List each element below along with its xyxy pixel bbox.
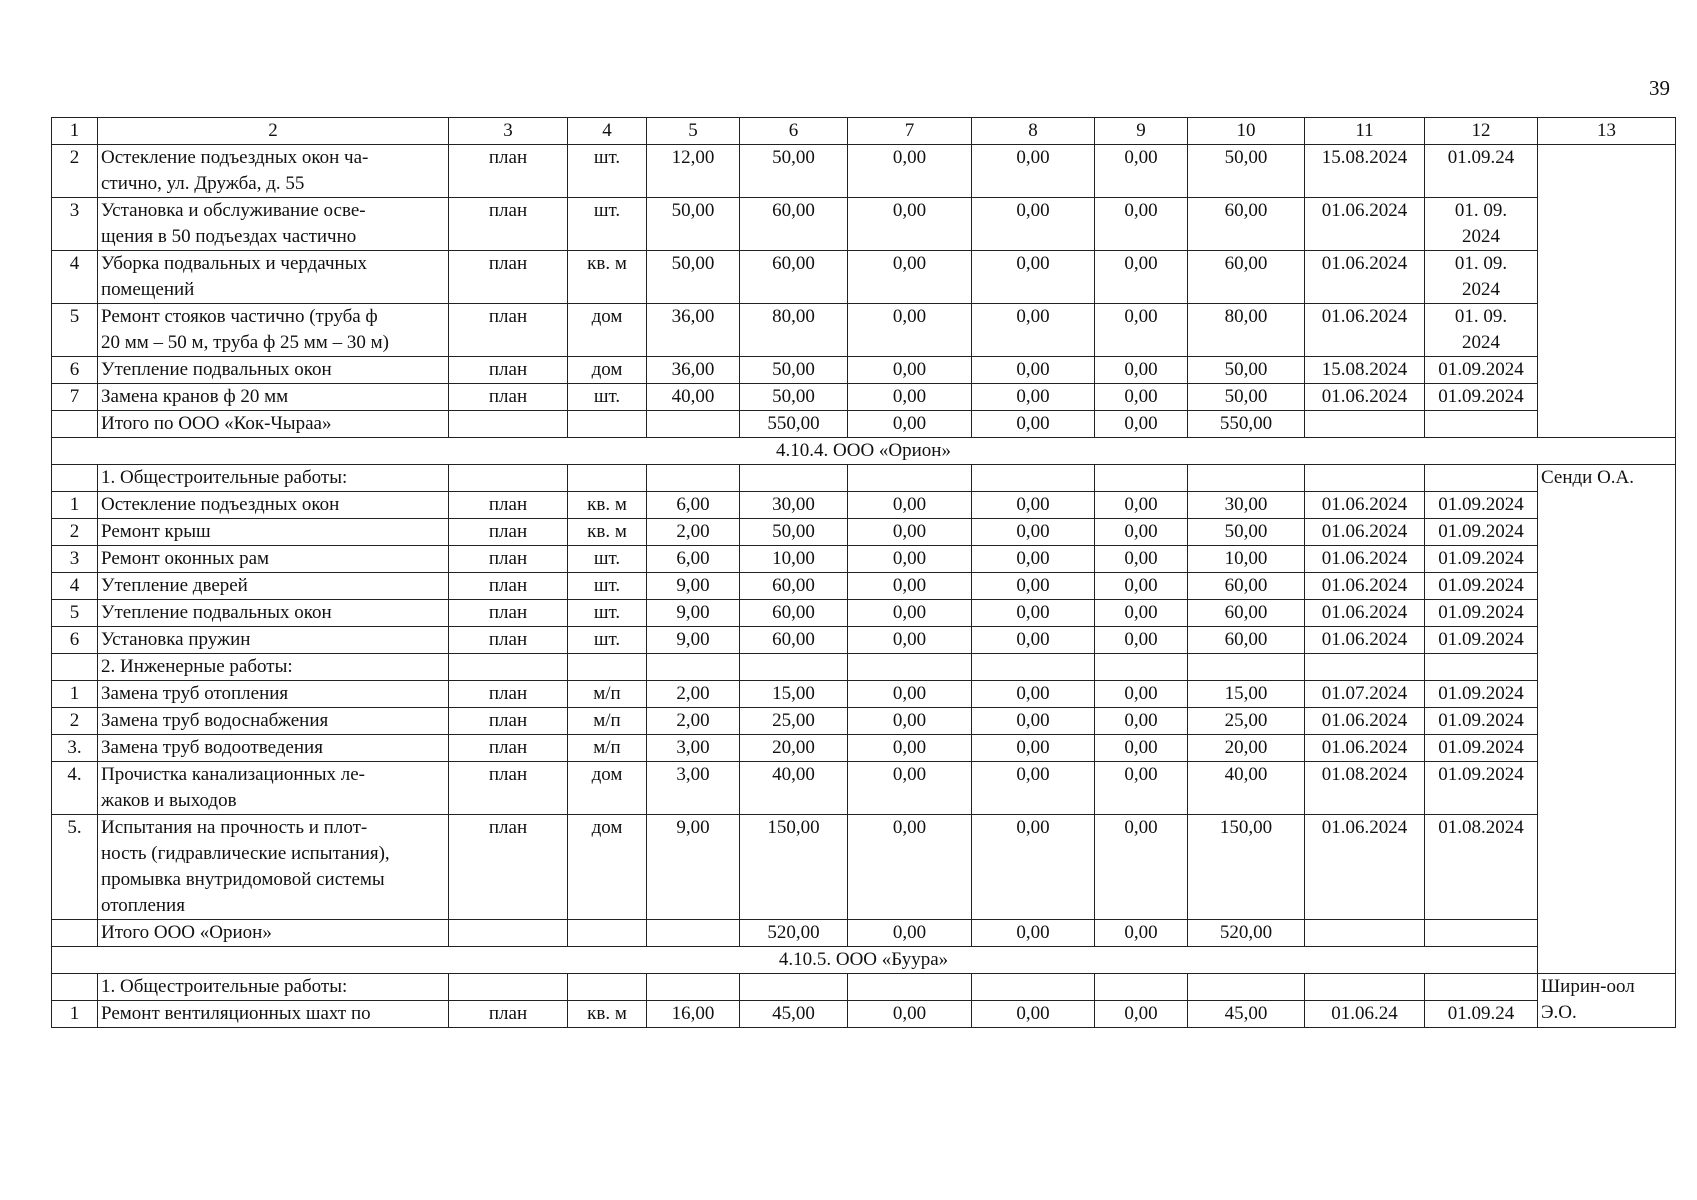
- row-number: 1: [52, 681, 98, 708]
- total-row: [52, 411, 1676, 438]
- cell-type: план: [449, 1001, 568, 1028]
- cell-total: 20,00: [740, 735, 848, 762]
- cell-total: 550,00: [740, 411, 848, 438]
- row-number: 4: [52, 573, 98, 600]
- cell-quantity: 50,00: [647, 251, 740, 304]
- cell-value: 520,00: [1188, 920, 1305, 947]
- cell-value: 0,00: [1095, 920, 1188, 947]
- cell-quantity: 2,00: [647, 519, 740, 546]
- cell-responsible: Ширин-оол Э.О.: [1538, 974, 1676, 1028]
- row-number: 4.: [52, 762, 98, 815]
- work-name: Установка пружин: [98, 627, 449, 654]
- cell-value: 0,00: [972, 492, 1095, 519]
- cell-total: 25,00: [740, 708, 848, 735]
- cell-unit: шт.: [568, 198, 647, 251]
- cell-value: 0,00: [972, 735, 1095, 762]
- row-number: [52, 920, 98, 947]
- cell-value: 0,00: [1095, 735, 1188, 762]
- cell-value: 0,00: [848, 627, 972, 654]
- cell-value: 0,00: [972, 627, 1095, 654]
- section-row: [52, 438, 1676, 465]
- cell-value: 0,00: [972, 145, 1095, 198]
- cell-value: 0,00: [1095, 411, 1188, 438]
- cell-value: 0,00: [972, 815, 1095, 920]
- work-name: Ремонт оконных рам: [98, 546, 449, 573]
- cell-value: 0,00: [972, 600, 1095, 627]
- cell-total: 50,00: [740, 357, 848, 384]
- cell-quantity: [647, 920, 740, 947]
- cell-unit: кв. м: [568, 1001, 647, 1028]
- table-row: [52, 762, 1676, 815]
- cell-value: 0,00: [1095, 145, 1188, 198]
- cell-unit: [568, 920, 647, 947]
- cell-value: 15,00: [1188, 681, 1305, 708]
- cell-value: 0,00: [848, 1001, 972, 1028]
- cell-unit: кв. м: [568, 492, 647, 519]
- cell-end-date: 01.09.2024: [1425, 546, 1538, 573]
- cell-type: [449, 920, 568, 947]
- work-name: Остекление подъездных окон: [98, 492, 449, 519]
- cell-unit: кв. м: [568, 519, 647, 546]
- table-row: [52, 1001, 1676, 1028]
- row-number: 1: [52, 492, 98, 519]
- work-name: Замена труб водоотведения: [98, 735, 449, 762]
- table-row: [52, 815, 1676, 920]
- cell-total: 60,00: [740, 573, 848, 600]
- cell-value: 50,00: [1188, 357, 1305, 384]
- cell-value: 0,00: [972, 198, 1095, 251]
- row-number: 2: [52, 145, 98, 198]
- column-number: 10: [1188, 118, 1305, 145]
- cell-value: 0,00: [1095, 708, 1188, 735]
- cell-end-date: 01.08.2024: [1425, 815, 1538, 920]
- cell-unit: [568, 411, 647, 438]
- cell-end-date: 01. 09. 2024: [1425, 198, 1538, 251]
- table-row: [52, 600, 1676, 627]
- cell-value: 0,00: [848, 735, 972, 762]
- table-row: [52, 708, 1676, 735]
- cell-value: 50,00: [1188, 519, 1305, 546]
- cell-unit: шт.: [568, 145, 647, 198]
- cell-value: 0,00: [848, 411, 972, 438]
- row-number: 2: [52, 708, 98, 735]
- work-name: Ремонт крыш: [98, 519, 449, 546]
- cell-unit: шт.: [568, 627, 647, 654]
- cell-total: 40,00: [740, 762, 848, 815]
- cell-total: 60,00: [740, 627, 848, 654]
- cell-start-date: 01.06.2024: [1305, 519, 1425, 546]
- cell-quantity: 9,00: [647, 815, 740, 920]
- cell-responsible: [1538, 145, 1676, 438]
- cell-type: план: [449, 708, 568, 735]
- cell-value: 0,00: [848, 708, 972, 735]
- cell-value: 0,00: [848, 600, 972, 627]
- cell-value: 0,00: [972, 762, 1095, 815]
- cell-end-date: 01.09.2024: [1425, 600, 1538, 627]
- cell-quantity: 6,00: [647, 492, 740, 519]
- cell-start-date: 01.06.2024: [1305, 492, 1425, 519]
- row-number: [52, 465, 98, 492]
- cell-start-date: 15.08.2024: [1305, 145, 1425, 198]
- cell-value: 60,00: [1188, 573, 1305, 600]
- cell-quantity: 2,00: [647, 708, 740, 735]
- cell-value: 0,00: [848, 920, 972, 947]
- cell-total: 50,00: [740, 519, 848, 546]
- cell-quantity: 12,00: [647, 145, 740, 198]
- work-name: Остекление подъездных окон ча- стично, ул. Дружба, д. 55: [98, 145, 449, 198]
- cell-start-date: 01.06.24: [1305, 1001, 1425, 1028]
- cell-unit: дом: [568, 815, 647, 920]
- cell-responsible: Сенди О.А.: [1538, 465, 1676, 974]
- cell-start-date: 01.06.2024: [1305, 384, 1425, 411]
- cell-end-date: [1425, 920, 1538, 947]
- cell-value: 0,00: [848, 384, 972, 411]
- cell-start-date: 01.06.2024: [1305, 251, 1425, 304]
- cell-end-date: 01.09.2024: [1425, 762, 1538, 815]
- column-number: 2: [98, 118, 449, 145]
- cell-type: план: [449, 492, 568, 519]
- cell-total: 60,00: [740, 198, 848, 251]
- cell-total: 60,00: [740, 251, 848, 304]
- row-number: [52, 411, 98, 438]
- column-number: 3: [449, 118, 568, 145]
- cell-value: 0,00: [848, 145, 972, 198]
- cell-unit: шт.: [568, 573, 647, 600]
- cell-value: 150,00: [1188, 815, 1305, 920]
- cell-end-date: 01. 09. 2024: [1425, 304, 1538, 357]
- cell-value: 0,00: [1095, 384, 1188, 411]
- row-number: 6: [52, 357, 98, 384]
- cell-value: 40,00: [1188, 762, 1305, 815]
- cell-total: 10,00: [740, 546, 848, 573]
- works-plan-table: [51, 117, 1676, 1028]
- cell-value: 0,00: [848, 681, 972, 708]
- cell-start-date: 01.06.2024: [1305, 198, 1425, 251]
- cell-value: 0,00: [848, 251, 972, 304]
- cell-end-date: 01.09.24: [1425, 1001, 1538, 1028]
- section-row: [52, 947, 1676, 974]
- cell-end-date: 01.09.2024: [1425, 735, 1538, 762]
- cell-end-date: 01.09.2024: [1425, 627, 1538, 654]
- table-row: [52, 304, 1676, 357]
- cell-quantity: 9,00: [647, 600, 740, 627]
- work-name: Утепление подвальных окон: [98, 357, 449, 384]
- cell-value: 0,00: [972, 384, 1095, 411]
- cell-total: 150,00: [740, 815, 848, 920]
- cell-value: 0,00: [1095, 304, 1188, 357]
- cell-value: 0,00: [1095, 600, 1188, 627]
- subsection-row: [52, 465, 1676, 492]
- cell-total: 520,00: [740, 920, 848, 947]
- table-row: [52, 573, 1676, 600]
- cell-value: 10,00: [1188, 546, 1305, 573]
- cell-quantity: 36,00: [647, 304, 740, 357]
- work-name: Замена кранов ф 20 мм: [98, 384, 449, 411]
- table-row: [52, 546, 1676, 573]
- cell-value: 0,00: [972, 357, 1095, 384]
- column-number: 13: [1538, 118, 1676, 145]
- cell-value: 0,00: [972, 304, 1095, 357]
- cell-quantity: 3,00: [647, 735, 740, 762]
- work-name: Замена труб отопления: [98, 681, 449, 708]
- cell-value: 20,00: [1188, 735, 1305, 762]
- cell-type: план: [449, 304, 568, 357]
- work-name: Прочистка канализационных ле- жаков и выходов: [98, 762, 449, 815]
- cell-start-date: 01.06.2024: [1305, 546, 1425, 573]
- cell-value: 60,00: [1188, 627, 1305, 654]
- cell-type: план: [449, 762, 568, 815]
- row-number: 3.: [52, 735, 98, 762]
- work-name: Испытания на прочность и плот- ность (гидравлические испытания), промывка внутридомовой системы отопления: [98, 815, 449, 920]
- cell-start-date: 01.08.2024: [1305, 762, 1425, 815]
- cell-value: 0,00: [972, 1001, 1095, 1028]
- cell-end-date: [1425, 411, 1538, 438]
- cell-value: 0,00: [1095, 251, 1188, 304]
- cell-value: 0,00: [848, 815, 972, 920]
- cell-value: 50,00: [1188, 145, 1305, 198]
- cell-value: 0,00: [1095, 357, 1188, 384]
- cell-total: 60,00: [740, 600, 848, 627]
- cell-value: 0,00: [1095, 573, 1188, 600]
- column-number: 8: [972, 118, 1095, 145]
- table-row: [52, 357, 1676, 384]
- cell-quantity: 16,00: [647, 1001, 740, 1028]
- cell-type: план: [449, 357, 568, 384]
- total-label: Итого ООО «Орион»: [98, 920, 449, 947]
- section-title: 4.10.4. ООО «Орион»: [52, 438, 1676, 465]
- work-name: Ремонт стояков частично (труба ф 20 мм – 50 м, труба ф 25 мм – 30 м): [98, 304, 449, 357]
- work-name: Замена труб водоснабжения: [98, 708, 449, 735]
- cell-type: план: [449, 546, 568, 573]
- cell-value: 0,00: [848, 762, 972, 815]
- cell-unit: м/п: [568, 735, 647, 762]
- row-number: 2: [52, 519, 98, 546]
- work-name: Уборка подвальных и чердачных помещений: [98, 251, 449, 304]
- cell-value: 0,00: [1095, 627, 1188, 654]
- row-number: 1: [52, 1001, 98, 1028]
- cell-quantity: 2,00: [647, 681, 740, 708]
- cell-start-date: [1305, 411, 1425, 438]
- row-number: 5: [52, 600, 98, 627]
- cell-start-date: 15.08.2024: [1305, 357, 1425, 384]
- work-name: Ремонт вентиляционных шахт по: [98, 1001, 449, 1028]
- column-number: 4: [568, 118, 647, 145]
- work-name: Утепление подвальных окон: [98, 600, 449, 627]
- cell-end-date: 01.09.2024: [1425, 357, 1538, 384]
- cell-value: 0,00: [972, 251, 1095, 304]
- cell-value: 45,00: [1188, 1001, 1305, 1028]
- cell-value: 0,00: [848, 198, 972, 251]
- cell-end-date: 01.09.2024: [1425, 573, 1538, 600]
- row-number: [52, 974, 98, 1001]
- cell-value: 60,00: [1188, 198, 1305, 251]
- row-number: 5: [52, 304, 98, 357]
- column-number: 11: [1305, 118, 1425, 145]
- cell-value: 0,00: [848, 573, 972, 600]
- cell-type: [449, 411, 568, 438]
- cell-value: 0,00: [972, 681, 1095, 708]
- table-row: [52, 627, 1676, 654]
- cell-type: план: [449, 735, 568, 762]
- cell-total: 50,00: [740, 145, 848, 198]
- cell-type: план: [449, 815, 568, 920]
- cell-value: 0,00: [972, 573, 1095, 600]
- cell-quantity: 9,00: [647, 573, 740, 600]
- cell-unit: м/п: [568, 681, 647, 708]
- row-number: 7: [52, 384, 98, 411]
- cell-value: 550,00: [1188, 411, 1305, 438]
- cell-type: план: [449, 251, 568, 304]
- cell-start-date: 01.06.2024: [1305, 815, 1425, 920]
- cell-type: план: [449, 681, 568, 708]
- cell-end-date: 01.09.24: [1425, 145, 1538, 198]
- cell-value: 0,00: [848, 546, 972, 573]
- cell-end-date: 01.09.2024: [1425, 708, 1538, 735]
- work-name: Установка и обслуживание осве- щения в 50 подъездах частично: [98, 198, 449, 251]
- row-number: 5.: [52, 815, 98, 920]
- cell-type: план: [449, 627, 568, 654]
- table-row: [52, 492, 1676, 519]
- subsection-row: [52, 654, 1676, 681]
- cell-start-date: 01.06.2024: [1305, 600, 1425, 627]
- cell-value: 30,00: [1188, 492, 1305, 519]
- cell-type: план: [449, 573, 568, 600]
- cell-end-date: 01. 09. 2024: [1425, 251, 1538, 304]
- cell-end-date: 01.09.2024: [1425, 519, 1538, 546]
- cell-unit: кв. м: [568, 251, 647, 304]
- cell-value: 0,00: [1095, 1001, 1188, 1028]
- cell-value: 60,00: [1188, 600, 1305, 627]
- cell-unit: шт.: [568, 384, 647, 411]
- cell-start-date: 01.06.2024: [1305, 627, 1425, 654]
- cell-value: 0,00: [972, 920, 1095, 947]
- cell-type: план: [449, 198, 568, 251]
- total-row: [52, 920, 1676, 947]
- table-row: [52, 519, 1676, 546]
- cell-type: план: [449, 519, 568, 546]
- cell-unit: дом: [568, 357, 647, 384]
- cell-value: 0,00: [1095, 198, 1188, 251]
- section-title: 4.10.5. ООО «Буура»: [52, 947, 1676, 974]
- cell-start-date: 01.06.2024: [1305, 735, 1425, 762]
- cell-quantity: 3,00: [647, 762, 740, 815]
- cell-total: 30,00: [740, 492, 848, 519]
- cell-value: 25,00: [1188, 708, 1305, 735]
- cell-value: 50,00: [1188, 384, 1305, 411]
- cell-value: 0,00: [1095, 519, 1188, 546]
- column-number: 1: [52, 118, 98, 145]
- page-number: 39: [1649, 76, 1670, 100]
- cell-quantity: 40,00: [647, 384, 740, 411]
- subsection-title: 1. Общестроительные работы:: [98, 465, 449, 492]
- cell-value: 80,00: [1188, 304, 1305, 357]
- cell-end-date: 01.09.2024: [1425, 384, 1538, 411]
- cell-end-date: 01.09.2024: [1425, 492, 1538, 519]
- row-number: [52, 654, 98, 681]
- cell-value: 0,00: [848, 519, 972, 546]
- cell-start-date: 01.07.2024: [1305, 681, 1425, 708]
- cell-value: 0,00: [1095, 492, 1188, 519]
- cell-value: 0,00: [848, 357, 972, 384]
- cell-type: план: [449, 384, 568, 411]
- cell-value: 0,00: [848, 492, 972, 519]
- column-number: 7: [848, 118, 972, 145]
- table-row: [52, 735, 1676, 762]
- cell-value: 0,00: [972, 708, 1095, 735]
- cell-start-date: 01.06.2024: [1305, 708, 1425, 735]
- row-number: 3: [52, 198, 98, 251]
- cell-start-date: 01.06.2024: [1305, 304, 1425, 357]
- cell-value: 0,00: [972, 546, 1095, 573]
- cell-unit: м/п: [568, 708, 647, 735]
- column-number: 6: [740, 118, 848, 145]
- table-row: [52, 198, 1676, 251]
- cell-value: 0,00: [972, 411, 1095, 438]
- cell-value: 0,00: [972, 519, 1095, 546]
- column-number: 12: [1425, 118, 1538, 145]
- cell-value: 60,00: [1188, 251, 1305, 304]
- cell-type: план: [449, 600, 568, 627]
- cell-unit: шт.: [568, 600, 647, 627]
- cell-value: 0,00: [1095, 546, 1188, 573]
- cell-total: 80,00: [740, 304, 848, 357]
- cell-quantity: 50,00: [647, 198, 740, 251]
- cell-quantity: 36,00: [647, 357, 740, 384]
- cell-total: 50,00: [740, 384, 848, 411]
- cell-end-date: 01.09.2024: [1425, 681, 1538, 708]
- row-number: 6: [52, 627, 98, 654]
- table-row: [52, 145, 1676, 198]
- cell-type: план: [449, 145, 568, 198]
- cell-unit: дом: [568, 304, 647, 357]
- cell-unit: шт.: [568, 546, 647, 573]
- cell-value: 0,00: [848, 304, 972, 357]
- column-number-row: [52, 118, 1676, 145]
- cell-total: 15,00: [740, 681, 848, 708]
- subsection-title: 1. Общестроительные работы:: [98, 974, 449, 1001]
- table-row: [52, 251, 1676, 304]
- cell-start-date: 01.06.2024: [1305, 573, 1425, 600]
- cell-unit: дом: [568, 762, 647, 815]
- cell-quantity: [647, 411, 740, 438]
- total-label: Итого по ООО «Кок-Чыраа»: [98, 411, 449, 438]
- cell-quantity: 9,00: [647, 627, 740, 654]
- subsection-title: 2. Инженерные работы:: [98, 654, 449, 681]
- work-name: Утепление дверей: [98, 573, 449, 600]
- row-number: 3: [52, 546, 98, 573]
- table-row: [52, 384, 1676, 411]
- cell-value: 0,00: [1095, 815, 1188, 920]
- cell-total: 45,00: [740, 1001, 848, 1028]
- cell-start-date: [1305, 920, 1425, 947]
- column-number: 5: [647, 118, 740, 145]
- cell-quantity: 6,00: [647, 546, 740, 573]
- column-number: 9: [1095, 118, 1188, 145]
- table-row: [52, 681, 1676, 708]
- cell-value: 0,00: [1095, 681, 1188, 708]
- row-number: 4: [52, 251, 98, 304]
- subsection-row: [52, 974, 1676, 1001]
- cell-value: 0,00: [1095, 762, 1188, 815]
